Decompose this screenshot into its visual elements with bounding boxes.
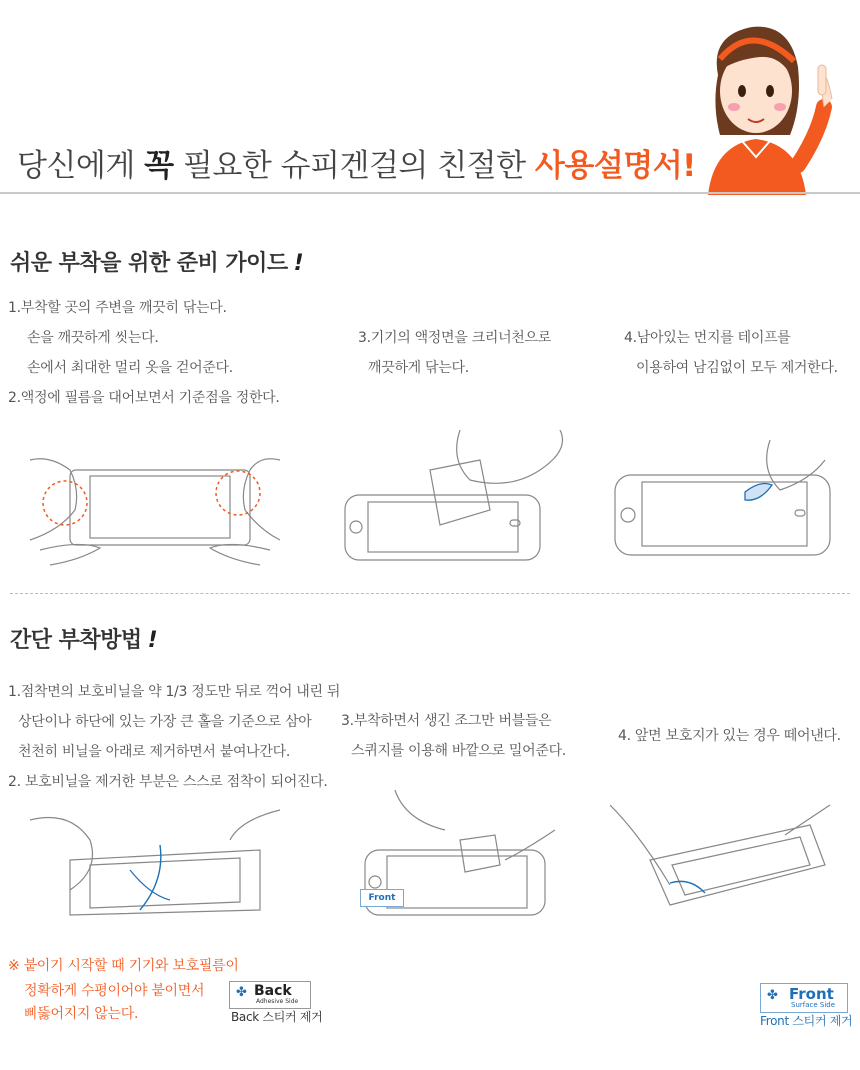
prep-step-4a: 이용하여 남김없이 모두 제거한다. xyxy=(636,360,838,376)
prep-step-4: 4.남아있는 먼지를 테이프를 xyxy=(624,330,791,346)
prep-step-1: 1.부착할 곳의 주변을 깨끗히 닦는다. xyxy=(8,300,227,316)
header-divider xyxy=(0,192,860,194)
prep-step-1a: 손을 깨끗하게 씻는다. xyxy=(27,330,159,346)
squeegee-bubbles-illustration xyxy=(355,790,565,930)
back-sticker-caption: Back 스티커 제거 xyxy=(231,1010,323,1024)
attach-step-3a: 스퀴지를 이용해 바깥으로 밀어준다. xyxy=(351,743,566,759)
spigen-logo-icon: ✤ xyxy=(236,985,247,1000)
tape-dust-removal-illustration xyxy=(610,440,840,560)
prep-step-3a: 깨끗하게 닦는다. xyxy=(368,360,469,376)
spigen-girl-illustration xyxy=(690,15,860,195)
front-sticker-caption: Front 스티커 제거 xyxy=(760,1014,853,1028)
attach-step-3: 3.부착하면서 생긴 조그만 버블들은 xyxy=(341,713,552,729)
attach-section-title: 간단 부착방법 ! xyxy=(10,628,158,653)
prep-step-2: 2.액정에 필름을 대어보면서 기준점을 정한다. xyxy=(8,390,280,406)
front-sticker-inline: Front xyxy=(360,889,404,907)
attach-step-1: 1.점착면의 보호비닐을 약 1/3 정도만 뒤로 꺽어 내린 뒤 xyxy=(8,684,341,700)
attach-step-1a: 상단이나 하단에 있는 가장 큰 홀을 기준으로 삼아 xyxy=(18,714,312,730)
attach-step-2: 2. 보호비닐을 제거한 부분은 스스로 점착이 되어진다. xyxy=(8,774,328,790)
spigen-logo-icon: ✤ xyxy=(767,988,778,1003)
front-sticker-badge: ✤ Front Surface Side xyxy=(760,983,848,1013)
caution-note-line-3: 삐뚫어지지 않는다. xyxy=(24,1006,139,1022)
attach-step-4: 4. 앞면 보호지가 있는 경우 떼어낸다. xyxy=(618,728,841,744)
prep-step-1b: 손에서 최대한 멀리 옷을 걷어준다. xyxy=(27,360,233,376)
peel-film-illustration xyxy=(30,800,280,920)
prep-step-3: 3.기기의 액정면을 크리너천으로 xyxy=(358,330,551,346)
caution-note-line-1: ※ 붙이기 시작할 때 기기와 보호필름이 xyxy=(8,958,239,974)
attach-step-1b: 천천히 비닐을 아래로 제거하면서 붙여나간다. xyxy=(18,744,291,760)
remove-front-protector-illustration xyxy=(610,795,840,920)
page-title: 당신에게 꼭 필요한 슈피겐걸의 친절한 사용설명서! xyxy=(17,148,696,184)
section-divider xyxy=(10,593,850,594)
cloth-cleaning-illustration xyxy=(340,430,580,570)
caution-note-line-2: 정확하게 수평이어야 붙이면서 xyxy=(24,983,205,999)
prep-section-title: 쉬운 부착을 위한 준비 가이드 ! xyxy=(10,251,304,276)
hands-align-film-illustration xyxy=(20,440,290,570)
back-sticker-badge: ✤ Back Adhesive Side xyxy=(229,981,311,1009)
